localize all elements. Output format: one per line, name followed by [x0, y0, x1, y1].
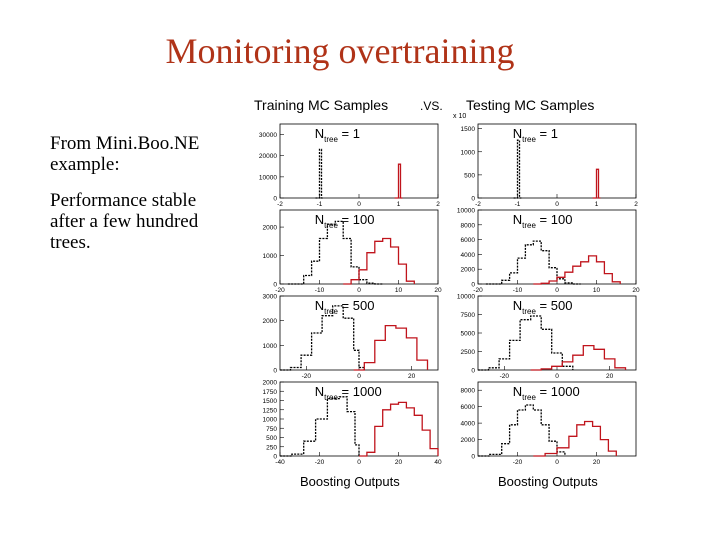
y-tick-label: 2000 — [460, 437, 475, 445]
y-tick-label: 2000 — [262, 379, 277, 387]
ntree-value: = 100 — [337, 212, 375, 227]
y-tick-label: 0 — [273, 195, 277, 203]
x-tick-label: 1 — [594, 201, 599, 208]
x-tick-label: -2 — [277, 201, 283, 208]
y-tick-label: 1500 — [460, 126, 475, 134]
ntree-N: N — [512, 384, 523, 399]
slide-title: Monitoring overtraining — [165, 31, 515, 71]
y-tick-label: 3000 — [262, 293, 277, 301]
x-tick-label: 20 — [434, 287, 442, 294]
ntree-value: = 500 — [337, 298, 375, 313]
y-tick-label: 1250 — [262, 407, 277, 415]
x-tick-label: 0 — [555, 201, 559, 208]
ntree-sub: tree — [522, 221, 536, 230]
ntree-N: N — [512, 212, 523, 227]
x-tick-label: 20 — [606, 373, 614, 380]
ntree-sub: tree — [324, 393, 338, 402]
ntree-value: = 100 — [535, 212, 573, 227]
y-tick-label: 0 — [273, 453, 277, 461]
y-tick-label: 2000 — [460, 266, 475, 274]
x-tick-label: 0 — [357, 373, 361, 380]
y-tick-label: 2000 — [262, 318, 277, 326]
x-tick-label: -20 — [499, 373, 510, 380]
figure-background — [240, 88, 650, 498]
header-testing: Testing MC Samples — [466, 97, 595, 113]
ntree-sub: tree — [324, 135, 338, 144]
y-tick-label: 30000 — [258, 132, 277, 140]
ntree-sub: tree — [522, 307, 536, 316]
y-tick-label: 0 — [471, 281, 475, 289]
y-tick-label: 1750 — [262, 388, 277, 396]
y-tick-label: 0 — [471, 195, 475, 203]
x-tick-label: -1 — [316, 201, 323, 208]
y-tick-label: 6000 — [460, 237, 475, 245]
y-tick-label: 4000 — [460, 251, 475, 259]
y-tick-label: 6000 — [460, 404, 475, 412]
ntree-value: = 1000 — [337, 384, 382, 399]
ntree-value: = 500 — [535, 298, 573, 313]
y-tick-label: 7500 — [460, 312, 475, 319]
overtraining-figure — [240, 88, 650, 498]
ntree-N: N — [512, 126, 523, 141]
ntree-N: N — [512, 298, 523, 313]
x-tick-label: 20 — [408, 373, 416, 380]
y-tick-label: 1500 — [262, 398, 277, 405]
x-tick-label: -1 — [514, 201, 521, 208]
header-vs: .VS. — [420, 99, 443, 113]
x-tick-label: -10 — [512, 287, 523, 294]
x-tick-label: -2 — [475, 201, 481, 208]
y-tick-label: 0 — [273, 367, 277, 375]
x-tick-label: -20 — [301, 373, 312, 380]
y-tick-label: 8000 — [460, 387, 475, 395]
y-tick-label: 500 — [266, 435, 277, 442]
x-tick-label: -20 — [314, 459, 325, 466]
x-tick-label: 0 — [357, 287, 361, 294]
x-tick-label: -20 — [473, 287, 483, 294]
side-text-example: From Mini.Boo.NE example: — [50, 133, 200, 175]
ntree-N: N — [314, 126, 325, 141]
xlabel-right: Boosting Outputs — [498, 474, 598, 489]
x-tick-label: -20 — [512, 459, 523, 466]
y-tick-label: 4000 — [460, 420, 475, 428]
x-tick-label: 0 — [555, 459, 559, 466]
y-tick-label: 5000 — [460, 330, 475, 338]
x-tick-label: 10 — [592, 287, 601, 294]
x-tick-label: -10 — [314, 287, 325, 294]
y-tick-label: 8000 — [460, 222, 475, 230]
y-tick-label: 1000 — [262, 416, 277, 424]
y-tick-label: 10000 — [258, 174, 277, 182]
ntree-sub: tree — [324, 221, 338, 230]
y-tick-label: 750 — [266, 425, 277, 433]
y-tick-label: 20000 — [258, 153, 277, 161]
ntree-sub: tree — [522, 393, 536, 402]
ntree-sub: tree — [324, 307, 338, 316]
y-tick-label: 10000 — [456, 293, 475, 301]
x-tick-label: 0 — [357, 459, 361, 466]
ntree-value: = 1 — [337, 126, 360, 141]
x-tick-label: 20 — [592, 459, 601, 466]
ntree-value: = 1 — [535, 126, 558, 141]
y-tick-label: 1000 — [460, 149, 475, 157]
y-tick-label: 0 — [471, 453, 475, 461]
x-tick-label: 0 — [555, 287, 559, 294]
y-tick-label: 2000 — [262, 224, 277, 232]
side-text-performance: Performance stable after a few hundred trees. — [50, 190, 199, 253]
ntree-N: N — [314, 384, 325, 399]
header-training: Training MC Samples — [254, 97, 389, 113]
x-tick-label: 40 — [434, 459, 442, 466]
ntree-value: = 1000 — [535, 384, 580, 399]
x-tick-label: 2 — [436, 201, 440, 208]
ntree-sub: tree — [522, 135, 536, 144]
x-tick-label: -40 — [275, 459, 285, 466]
x-tick-label: -20 — [275, 287, 285, 294]
ntree-N: N — [314, 298, 325, 313]
x-tick-label: 2 — [634, 201, 638, 208]
y-tick-label: 10000 — [456, 207, 475, 215]
x-tick-label: 0 — [357, 201, 361, 208]
ntree-N: N — [314, 212, 325, 227]
y-tick-label: 1000 — [262, 342, 277, 350]
x-tick-label: 1 — [396, 201, 401, 208]
x-tick-label: 20 — [394, 459, 403, 466]
x-tick-label: 20 — [632, 287, 640, 294]
y-tick-label: 1000 — [262, 253, 277, 261]
y-tick-label: 0 — [471, 367, 475, 375]
y-tick-label: 250 — [266, 444, 277, 452]
xlabel-left: Boosting Outputs — [300, 474, 400, 489]
scale-note: x 10 — [453, 113, 467, 120]
x-tick-label: 0 — [555, 373, 559, 380]
x-tick-label: 10 — [394, 287, 403, 294]
y-tick-label: 0 — [273, 281, 277, 289]
y-tick-label: 500 — [464, 172, 475, 180]
y-tick-label: 2500 — [460, 349, 475, 356]
